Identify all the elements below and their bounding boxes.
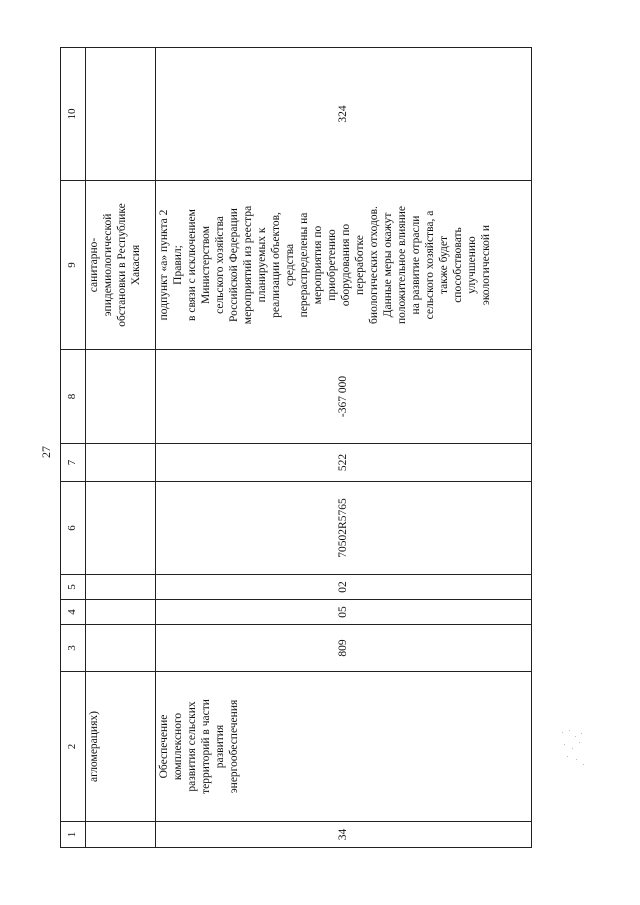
cell-number xyxy=(86,822,156,848)
rotated-table-container xyxy=(60,48,532,848)
col-num-4: 4 xyxy=(61,600,86,625)
cell-section xyxy=(86,600,156,625)
cell-justification: санитарно- эпидемиологической обстановки в Республике Хакасия xyxy=(86,181,156,350)
cell-target-article xyxy=(86,482,156,575)
cell-justification: подпункт «а» пункта 2 Правил; в связи с исключением Министерством сельского хозяйства Российской Федерации мероприятий из реестра планируемых к реализации объектов, средства перераспределены на мероприятия по приобретению оборудования по переработке биологических отходов. Данные меры окажут положительное влияние на развитие отрасли сельского хозяйства, а также будет способствовать улучшению экологической и xyxy=(156,181,532,350)
cell-name: Обеспечение комплексного развития сельских территорий в части развития энергообеспечения xyxy=(156,672,532,822)
col-num-3: 3 xyxy=(61,625,86,672)
scan-noise xyxy=(560,728,586,768)
budget-table xyxy=(60,47,532,848)
cell-expense-type: 522 xyxy=(156,444,532,482)
cell-target-article: 70502R5765 xyxy=(156,482,532,575)
col-num-7: 7 xyxy=(61,444,86,482)
cell-grbs: 809 xyxy=(156,625,532,672)
cell-amount: -367 000 xyxy=(156,350,532,444)
cell-order-number: 324 xyxy=(156,48,532,181)
table-row-34 xyxy=(156,48,532,848)
col-num-1: 1 xyxy=(61,822,86,848)
table-row-continued xyxy=(86,48,156,848)
cell-subsection xyxy=(86,575,156,600)
column-number-row xyxy=(61,48,86,848)
cell-order-number xyxy=(86,48,156,181)
cell-expense-type xyxy=(86,444,156,482)
cell-name: агломерациях) xyxy=(86,672,156,822)
col-num-8: 8 xyxy=(61,350,86,444)
cell-number: 34 xyxy=(156,822,532,848)
cell-grbs xyxy=(86,625,156,672)
col-num-6: 6 xyxy=(61,482,86,575)
col-num-2: 2 xyxy=(61,672,86,822)
col-num-9: 9 xyxy=(61,181,86,350)
cell-section: 05 xyxy=(156,600,532,625)
cell-subsection: 02 xyxy=(156,575,532,600)
cell-amount xyxy=(86,350,156,444)
col-num-10: 10 xyxy=(61,48,86,181)
col-num-5: 5 xyxy=(61,575,86,600)
page-number: 27 xyxy=(39,446,53,458)
